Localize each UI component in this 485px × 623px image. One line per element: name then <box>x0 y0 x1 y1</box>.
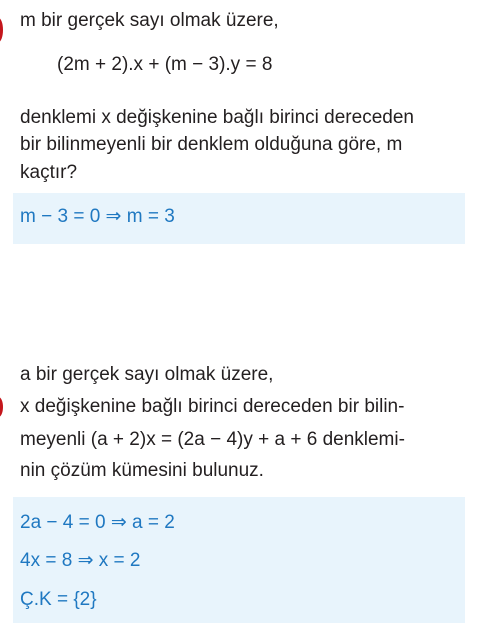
edge-marker <box>0 18 3 42</box>
question-2-line: x değişkenine bağlı birinci dereceden bir bilin- <box>20 396 405 417</box>
question-1-line: kaçtır? <box>20 162 78 183</box>
answer-box-2 <box>13 497 465 623</box>
question-1-line: denklemi x değişkenine bağlı birinci dereceden <box>20 107 414 128</box>
answer-line: 4x = 8 ⇒ x = 2 <box>20 550 141 571</box>
question-1-line: bir bilinmeyenli bir denklem olduğuna göre, m <box>20 134 403 155</box>
answer-line: Ç.K = {2} <box>20 589 97 610</box>
question-2-line: meyenli (a + 2)x = (2a − 4)y + a + 6 denklemi- <box>20 429 405 450</box>
answer-line: 2a − 4 = 0 ⇒ a = 2 <box>20 512 175 533</box>
question-1-line: m bir gerçek sayı olmak üzere, <box>20 10 279 31</box>
answer-box-1 <box>13 193 465 244</box>
edge-marker <box>0 397 3 417</box>
question-2-line: a bir gerçek sayı olmak üzere, <box>20 364 274 385</box>
answer-line: m − 3 = 0 ⇒ m = 3 <box>20 206 175 227</box>
question-2-line: nin çözüm kümesini bulunuz. <box>20 460 264 481</box>
question-1-equation: (2m + 2).x + (m − 3).y = 8 <box>57 54 273 75</box>
